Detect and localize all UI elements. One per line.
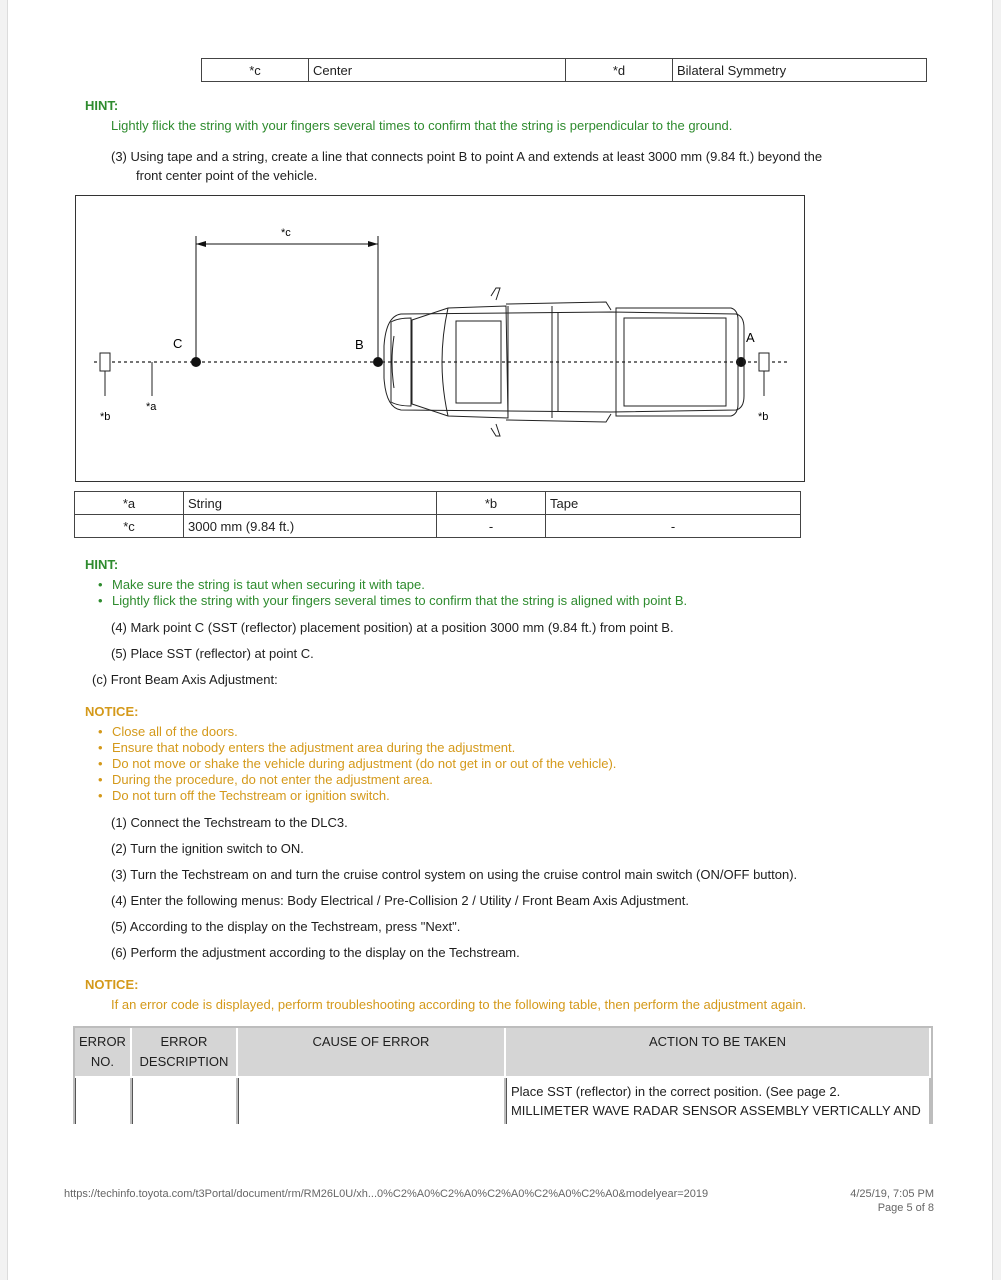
- alignment-diagram: [76, 196, 804, 481]
- section-heading: (c) Front Beam Axis Adjustment:: [92, 672, 278, 687]
- table-row: [75, 1078, 931, 1130]
- cell-error-description: [132, 1078, 238, 1130]
- cell-value: Tape: [546, 492, 801, 515]
- step-text: (5) Place SST (reflector) at point C.: [111, 646, 314, 661]
- hint-list: [96, 577, 687, 609]
- cell-action: Place SST (reflector) in the correct position. (See page 2. MILLIMETER WAVE RADAR SENSOR ASSEMBLY VERTICALLY AND: [506, 1078, 931, 1130]
- point-b-label: B: [355, 337, 364, 352]
- cell-key: *a: [75, 492, 184, 515]
- step-text: (2) Turn the ignition switch to ON.: [111, 841, 304, 856]
- hint-text: Lightly flick the string with your fingers several times to confirm that the string is perpendicular to the ground.: [111, 118, 733, 133]
- label-b-right: *b: [758, 411, 769, 423]
- list-item: • Ensure that nobody enters the adjustment area during the adjustment.: [96, 740, 616, 756]
- footer-date: 4/25/19, 7:05 PM: [850, 1188, 934, 1200]
- dimension-label: *c: [281, 227, 291, 239]
- list-item: • Do not turn off the Techstream or ignition switch.: [96, 788, 616, 804]
- step-text: (3) Using tape and a string, create a line that connects point B to point A and extends at least 3000 mm (9.84 ft.) beyond the: [111, 149, 823, 164]
- figure-legend-table: [74, 491, 801, 538]
- header-error-no: ERROR NO.: [75, 1028, 132, 1078]
- cell-key: *d: [566, 59, 673, 82]
- cell-key: -: [437, 515, 546, 538]
- step-text: (3) Turn the Techstream on and turn the cruise control system on using the cruise control main switch (ON/OFF button).: [111, 867, 798, 882]
- step-text: (4) Mark point C (SST (reflector) placement position) at a position 3000 mm (9.84 ft.) from point B.: [111, 620, 674, 635]
- footer-page-number: Page 5 of 8: [877, 1202, 934, 1214]
- notice-title: NOTICE:: [85, 977, 139, 992]
- list-item: • Lightly flick the string with your fingers several times to confirm that the string is aligned with point B.: [96, 593, 687, 609]
- page-cut-mask: [8, 1124, 992, 1184]
- table-row: [75, 492, 801, 515]
- cell-cause: [238, 1078, 506, 1130]
- cell-value: Center: [309, 59, 566, 82]
- label-a: *a: [146, 401, 157, 413]
- cell-key: *b: [437, 492, 546, 515]
- notice-list: [96, 724, 616, 804]
- cell-key: *c: [75, 515, 184, 538]
- header-action: ACTION TO BE TAKEN: [506, 1028, 931, 1078]
- header-error-description: ERROR DESCRIPTION: [132, 1028, 238, 1078]
- notice-title: NOTICE:: [85, 704, 139, 719]
- cell-error-no: [75, 1078, 132, 1130]
- table-row: [75, 515, 801, 538]
- cell-key: *c: [202, 59, 309, 82]
- point-b-marker: [373, 357, 383, 367]
- cell-value: 3000 mm (9.84 ft.): [184, 515, 437, 538]
- point-a-label: A: [746, 330, 755, 345]
- list-item: • Make sure the string is taut when securing it with tape.: [96, 577, 687, 593]
- list-item: • Do not move or shake the vehicle during adjustment (do not get in or out of the vehicle).: [96, 756, 616, 772]
- cell-value: Bilateral Symmetry: [673, 59, 927, 82]
- point-c-marker: [191, 357, 201, 367]
- label-b-left: *b: [100, 411, 111, 423]
- notice-text: If an error code is displayed, perform troubleshooting according to the following table, then perform the adjustment again.: [111, 997, 807, 1012]
- top-legend-table: [201, 58, 927, 82]
- tape-left: [100, 353, 110, 371]
- hint-title: HINT:: [85, 557, 119, 572]
- step-text: (4) Enter the following menus: Body Electrical / Pre-Collision 2 / Utility / Front Beam Axis Adjustment.: [111, 893, 690, 908]
- arrow-head: [368, 241, 378, 247]
- point-c-label: C: [173, 336, 183, 351]
- step-text: (1) Connect the Techstream to the DLC3.: [111, 815, 348, 830]
- cell-value: -: [546, 515, 801, 538]
- list-item: • During the procedure, do not enter the adjustment area.: [96, 772, 616, 788]
- cell-value: String: [184, 492, 437, 515]
- arrow-head: [196, 241, 206, 247]
- table-header-row: [75, 1028, 931, 1078]
- footer-url[interactable]: https://techinfo.toyota.com/t3Portal/document/rm/RM26L0U/xh...0%C2%A0%C2%A0%C2%A0%C2%A0%C2%A0&modelyear=2019: [64, 1188, 709, 1200]
- hint-title: HINT:: [85, 98, 119, 113]
- error-table: [73, 1026, 933, 1132]
- document-page: [8, 0, 992, 1280]
- step-text: (6) Perform the adjustment according to the display on the Techstream.: [111, 945, 520, 960]
- step-text: (5) According to the display on the Techstream, press "Next".: [111, 919, 461, 934]
- list-item: • Close all of the doors.: [96, 724, 616, 740]
- step-text: front center point of the vehicle.: [136, 168, 318, 183]
- tape-right: [759, 353, 769, 371]
- alignment-figure: [75, 195, 805, 482]
- header-cause: CAUSE OF ERROR: [238, 1028, 506, 1078]
